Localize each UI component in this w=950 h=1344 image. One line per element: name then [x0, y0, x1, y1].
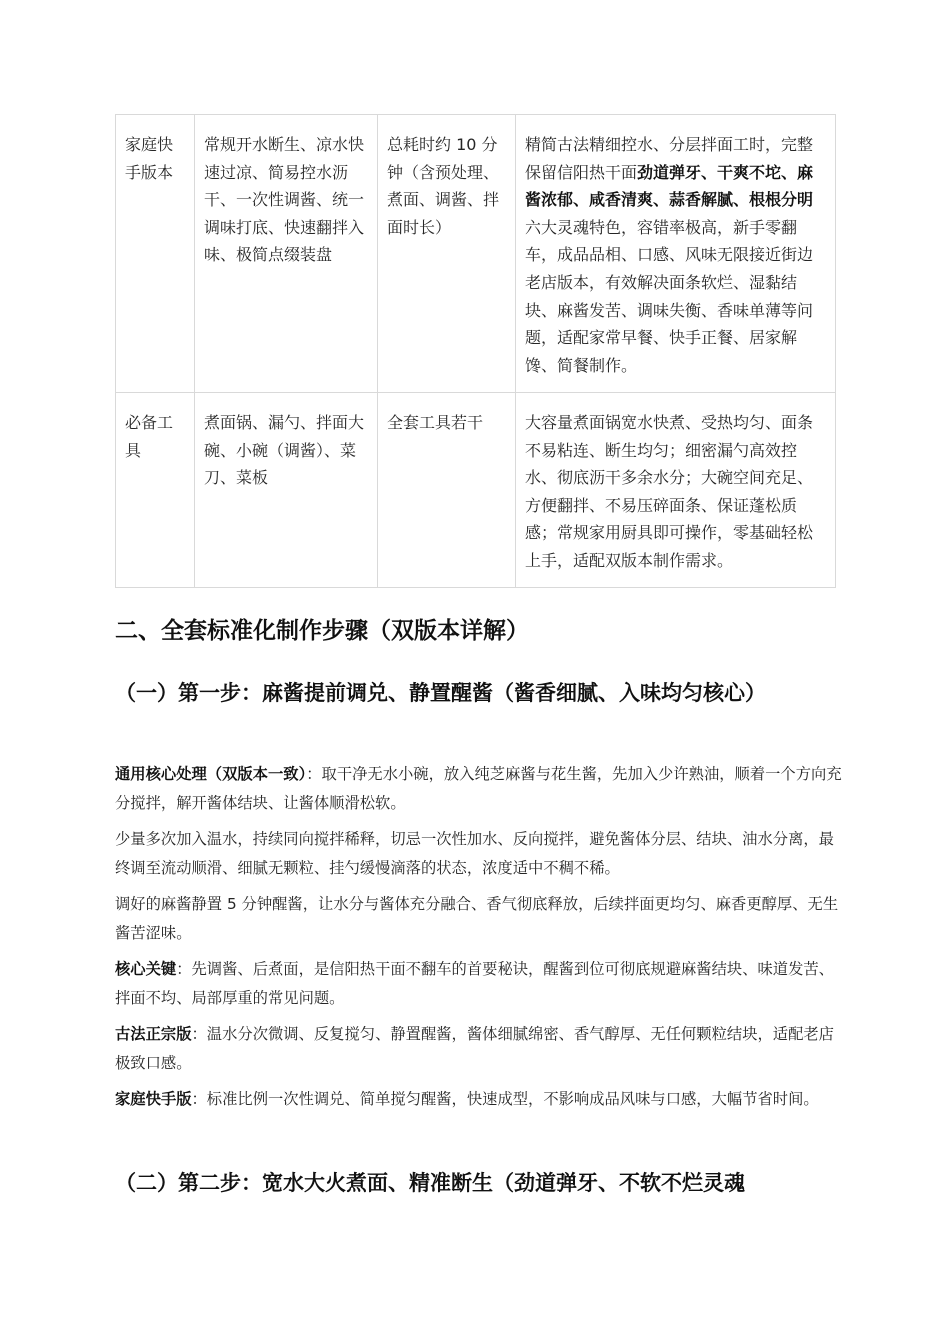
paragraph: [115, 1085, 845, 1114]
step1-heading: （一）第一步：麻酱提前调兑、静置醒酱（酱香细腻、入味均匀核心）: [115, 681, 766, 705]
paragraph: 少量多次加入温水，持续同向搅拌稀释，切忌一次性加水、反向搅拌，避免酱体分层、结块、油水分离，最终调至流动顺滑、细腻无颗粒、挂勺缓慢滴落的状态，浓度适中不稠不稀。: [115, 830, 834, 877]
paragraph-label: 核心关键: [115, 960, 177, 978]
paragraph: [115, 1020, 845, 1078]
paragraph: [115, 955, 845, 1013]
table-cell: 全套工具若干: [378, 393, 516, 588]
table-cell: 总耗时约 10 分钟（含预处理、煮面、调酱、拌面时长）: [378, 115, 516, 393]
cell-bold-text: 劲道弹牙、干爽不坨、麻酱浓郁、咸香清爽、蒜香解腻、根根分明: [525, 162, 814, 210]
table-row: [116, 393, 836, 588]
paragraph-label: 古法正宗版: [115, 1025, 192, 1043]
paragraph-text: ：温水分次微调、反复搅匀、静置醒酱，酱体细腻绵密、香气醇厚、无任何颗粒结块，适配老店极致口感。: [115, 1025, 834, 1072]
table-cell: 煮面锅、漏勺、拌面大碗、小碗（调酱）、菜刀、菜板: [195, 393, 378, 588]
paragraph-text: ：取干净无水小碗，放入纯芝麻酱与花生酱，先加入少许熟油，顺着一个方向充分搅拌，解开酱体结块、让酱体顺滑松软。: [115, 765, 842, 812]
table-cell: [516, 115, 836, 393]
table-cell: 大容量煮面锅宽水快煮、受热均匀、面条不易粘连、断生均匀；细密漏勺高效控水、彻底沥干多余水分；大碗空间充足、方便翻拌、不易压碎面条、保证蓬松质感；常规家用厨具即可操作，零基础轻松上手，适配双版本制作需求。: [516, 393, 836, 588]
cell-text: 精简古法精细控水、分层拌面工时，完整保留信阳热干面: [525, 135, 814, 182]
table-cell: 必备工具: [116, 393, 195, 588]
paragraph: 调好的麻酱静置 5 分钟醒酱，让水分与酱体充分融合、香气彻底释放，后续拌面更均匀、麻香更醇厚、无生酱苦涩味。: [115, 895, 839, 942]
table-cell: 家庭快手版本: [116, 115, 195, 393]
cell-text: 六大灵魂特色，容错率极高，新手零翻车，成品品相、口感、风味无限接近街边老店版本，有效解决面条软烂、湿黏结块、麻酱发苦、调味失衡、香味单薄等问题，适配家常早餐、快手正餐、居家解馋、简餐制作。: [525, 217, 814, 375]
paragraph-label: 通用核心处理（双版本一致）: [115, 765, 307, 783]
section-heading: 二、全套标准化制作步骤（双版本详解）: [115, 618, 529, 644]
paragraph-label: 家庭快手版: [115, 1090, 192, 1108]
paragraph-text: ：标准比例一次性调兑、简单搅匀醒酱，快速成型，不影响成品风味与口感，大幅节省时间。: [191, 1090, 819, 1108]
paragraph-text: ：先调酱、后煮面，是信阳热干面不翻车的首要秘诀，醒酱到位可彻底规避麻酱结块、味道发苦、拌面不均、局部厚重的常见问题。: [115, 960, 834, 1007]
step2-heading: （二）第二步：宽水大火煮面、精准断生（劲道弹牙、不软不烂灵魂: [115, 1171, 745, 1195]
table-cell: 常规开水断生、凉水快速过凉、简易控水沥干、一次性调酱、统一调味打底、快速翻拌入味、极简点缀装盘: [195, 115, 378, 393]
paragraph: [115, 760, 845, 818]
table-row: [116, 115, 836, 393]
comparison-table: [115, 114, 836, 588]
